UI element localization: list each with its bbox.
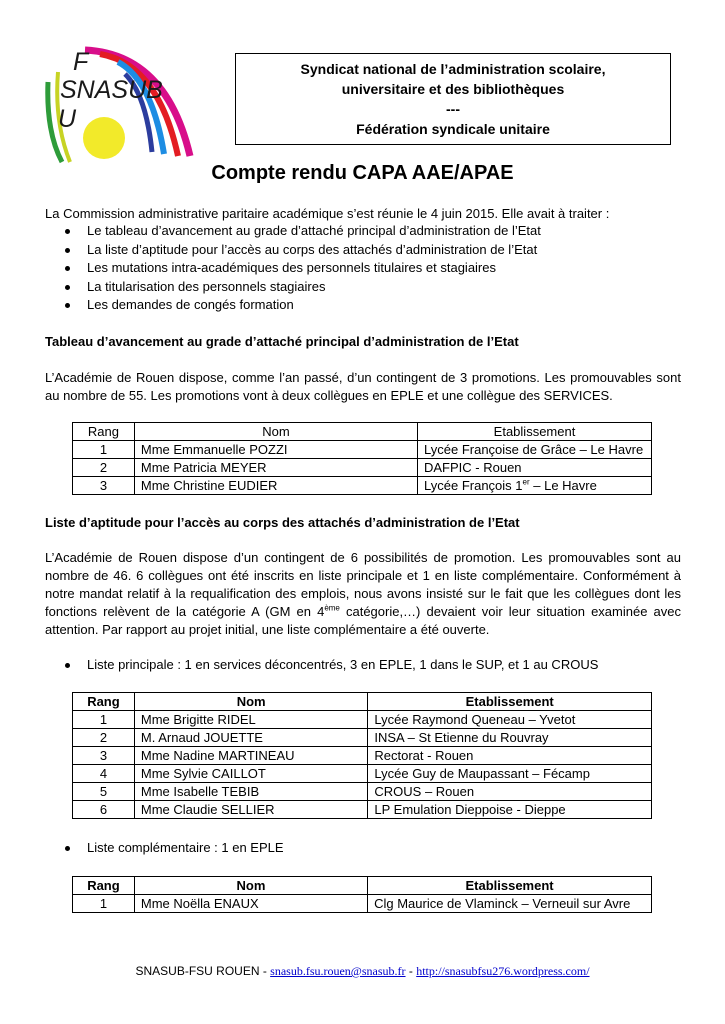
table-row: 1 Mme Brigitte RIDEL Lycée Raymond Queneau – Yvetot <box>73 711 652 729</box>
header-line: --- <box>446 101 460 117</box>
logo-letter-f: F <box>73 48 89 76</box>
document-title: Compte rendu CAPA AAE/APAE <box>211 162 514 184</box>
section-heading-avancement: Tableau d’avancement au grade d’attaché principal d’administration de l’Etat <box>45 334 519 349</box>
table-header-row: Rang Nom Etablissement <box>73 877 652 895</box>
page-footer: SNASUB-FSU ROUEN - snasub.fsu.rouen@snasub.fr - http://snasubfsu276.wordpress.com/ <box>135 964 590 978</box>
footer-website-link[interactable]: http://snasubfsu276.wordpress.com/ <box>416 964 590 978</box>
table-liste-principale <box>72 692 652 819</box>
footer-email-link[interactable]: snasub.fsu.rouen@snasub.fr <box>270 964 406 978</box>
agenda-item: Les demandes de congés formation <box>45 296 541 315</box>
snasub-fsu-logo <box>40 42 200 164</box>
logo-word-snasub: SNASUB <box>60 76 163 104</box>
comp-list-bullet: Liste complémentaire : 1 en EPLE <box>45 839 284 858</box>
table-header-row: Rang Nom Etablissement <box>73 693 652 711</box>
table-row: 1 Mme Noëlla ENAUX Clg Maurice de Vlaminck – Verneuil sur Avre <box>73 895 652 913</box>
table-avancement <box>72 422 652 495</box>
bullet-icon <box>65 266 70 271</box>
logo-arcs-icon <box>40 42 200 164</box>
table-row: 4 Mme Sylvie CAILLOT Lycée Guy de Maupassant – Fécamp <box>73 765 652 783</box>
agenda-item: Les mutations intra-académiques des personnels titulaires et stagiaires <box>45 259 541 278</box>
table-row: 1 Mme Emmanuelle POZZI Lycée Françoise de Grâce – Le Havre <box>73 441 652 459</box>
bullet-icon <box>65 285 70 290</box>
table-row: 5 Mme Isabelle TEBIB CROUS – Rouen <box>73 783 652 801</box>
col-header-nom: Nom <box>134 423 417 441</box>
agenda-item: Le tableau d’avancement au grade d’attaché principal d’administration de l’Etat <box>45 222 541 241</box>
main-list-bullet: Liste principale : 1 en services déconcentrés, 3 en EPLE, 1 dans le SUP, et 1 au CROUS <box>45 656 598 675</box>
table-row: 3 Mme Christine EUDIER Lycée François 1er – Le Havre <box>73 477 652 495</box>
intro-text: La Commission administrative paritaire académique s’est réunie le 4 juin 2015. Elle avait à traiter : <box>45 206 610 221</box>
table-liste-complementaire <box>72 876 652 913</box>
agenda-item: La titularisation des personnels stagiaires <box>45 278 541 297</box>
bullet-icon <box>65 229 70 234</box>
bullet-icon <box>65 248 70 253</box>
header-line: Fédération syndicale unitaire <box>356 121 550 137</box>
section-heading-aptitude: Liste d’aptitude pour l’accès au corps des attachés d’administration de l’Etat <box>45 515 520 530</box>
agenda-list <box>45 222 541 315</box>
section-text-avancement: L’Académie de Rouen dispose, comme l’an passé, d’un contingent de 3 promotions. Les promouvables sont au nombre de 55. Les promotions vont à deux collègues en EPLE et une collègue des SERVICES. <box>45 370 681 403</box>
bullet-icon <box>65 846 70 851</box>
table-row: 2 M. Arnaud JOUETTE INSA – St Etienne du Rouvray <box>73 729 652 747</box>
bullet-icon <box>65 303 70 308</box>
section-text-aptitude: L’Académie de Rouen dispose d’un contingent de 6 possibilités de promotion. Les promouvables sont au nombre de 46. 6 collègues ont été inscrits en liste principale et 1 en liste complémentaire. Conformément à notre mandat relatif à la requalification des emplois, nous avons insisté sur le fait que les collègues dont les fonctions relèvent de la catégorie A (GM en 4ème catégorie,…) devaient voir leur situation examinée avec attention. Par rapport au projet initial, une liste complémentaire a été ouverte. <box>45 550 681 637</box>
table-row: 2 Mme Patricia MEYER DAFPIC - Rouen <box>73 459 652 477</box>
table-row: 3 Mme Nadine MARTINEAU Rectorat - Rouen <box>73 747 652 765</box>
col-header-rang: Rang <box>73 423 135 441</box>
table-header-row <box>73 423 652 441</box>
bullet-icon <box>65 663 70 668</box>
col-header-etablissement: Etablissement <box>418 423 652 441</box>
table-row: 6 Mme Claudie SELLIER LP Emulation Dieppoise - Dieppe <box>73 801 652 819</box>
header-line: universitaire et des bibliothèques <box>341 81 565 97</box>
union-header-box <box>235 53 671 145</box>
header-line: Syndicat national de l’administration scolaire, <box>300 61 606 77</box>
agenda-item: La liste d’aptitude pour l’accès au corps des attachés d’administration de l’Etat <box>45 241 541 260</box>
logo-letter-u: U <box>58 105 77 133</box>
